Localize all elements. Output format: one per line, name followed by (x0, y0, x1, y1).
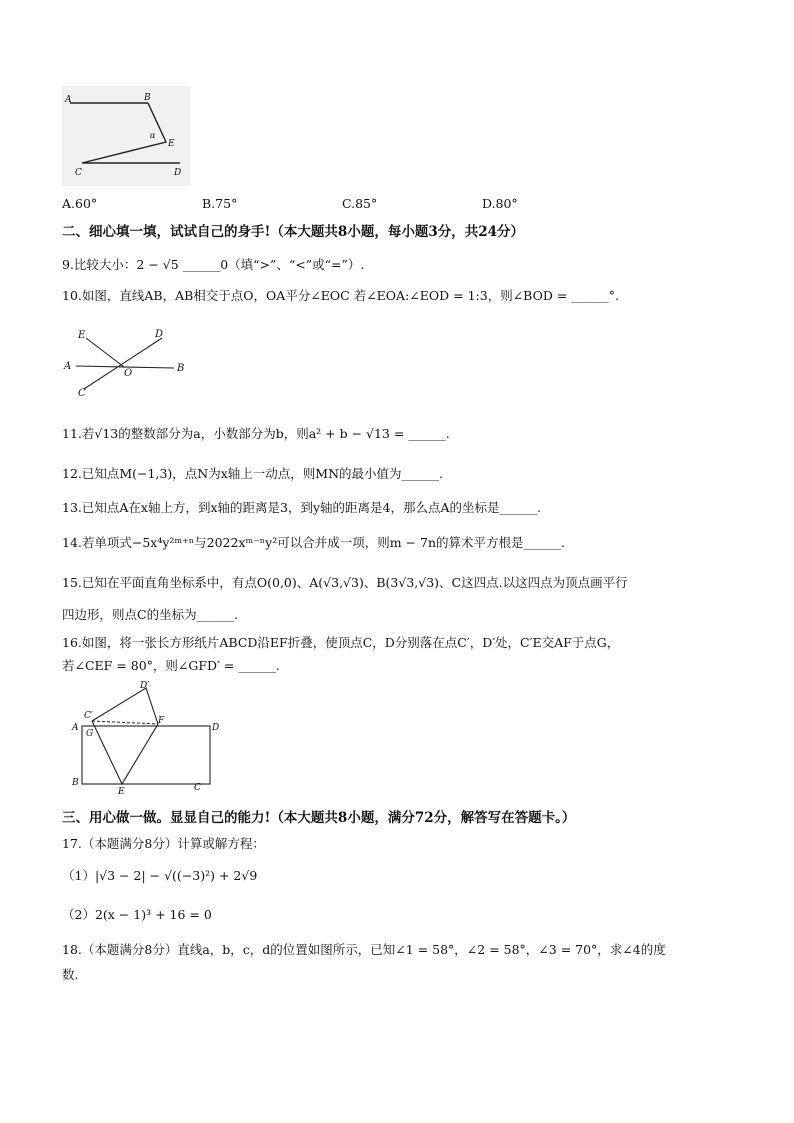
question-16-line-1: 16.如图，将一张长方形纸片ABCD沿EF折叠，使顶点C，D分别落在点C′，D′处，C′E交AF于点G， (62, 635, 620, 650)
label-C-prime: C′ (84, 711, 93, 721)
label-G: G (86, 729, 94, 739)
option-b: B.75° (202, 196, 238, 211)
question-16-line-2: 若∠CEF = 80°，则∠GFD′ = ______. (62, 658, 280, 673)
label-B: B (144, 93, 151, 103)
label-B: B (72, 778, 79, 788)
figure-q8 (62, 86, 190, 186)
section-3-header: 三、用心做一做。显显自己的能力!（本大题共8小题，满分72分，解答写在答题卡。） (62, 810, 576, 826)
question-11: 11.若√13的整数部分为a，小数部分为b，则a² + b − √13 = ______. (62, 426, 450, 441)
label-E: E (118, 787, 125, 797)
question-18-line-2: 数. (62, 967, 79, 982)
label-B: B (177, 363, 185, 374)
label-A: A (72, 723, 79, 733)
question-17-title: 17.（本题满分8分）计算或解方程： (62, 836, 265, 851)
label-C: C (78, 388, 86, 399)
label-E: E (168, 139, 175, 149)
question-17-part-1: （1）|√3 − 2| − √((−3)²) + 2√9 (62, 868, 258, 883)
label-C: C (194, 783, 201, 793)
section-2-header: 二、细心填一填，试试自己的身手!（本大题共8小题，每小题3分，共24分） (62, 224, 524, 240)
question-15-line-2: 四边形，则点C的坐标为______. (62, 607, 239, 622)
option-d: D.80° (482, 196, 518, 211)
question-9: 9.比较大小：2 − √5 ______0（填“>”、“<”或“=”）. (62, 257, 365, 272)
label-D: D (174, 168, 182, 178)
label-D: D (212, 723, 220, 733)
question-18-line-1: 18.（本题满分8分）直线a，b，c，d的位置如图所示，已知∠1 = 58°，∠2 = 58°，∠3 = 70°，求∠4的度 (62, 942, 666, 957)
question-15-line-1: 15.已知在平面直角坐标系中，有点O(0,0)、A(√3,√3)、B(3√3,√3)、C这四点.以这四点为顶点画平行 (62, 575, 628, 590)
question-12: 12.已知点M(−1,3)，点N为x轴上一动点，则MN的最小值为______. (62, 466, 443, 481)
label-D-prime: D′ (140, 681, 150, 691)
label-A: A (65, 95, 72, 105)
figure-q10 (62, 326, 192, 398)
label-C: C (75, 168, 82, 178)
question-10: 10.如图，直线AB，AB相交于点O，OA平分∠EOC 若∠EOA:∠EOD = 1:3，则∠BOD = ______°. (62, 288, 620, 303)
question-14: 14.若单项式−5x⁴y²ᵐ⁺ⁿ与2022xᵐ⁻ⁿy²可以合并成一项，则m − 7n的算术平方根是______. (62, 535, 565, 550)
label-O: O (124, 368, 133, 379)
label-A: A (64, 361, 72, 372)
label-F: F (158, 716, 165, 726)
option-a: A.60° (62, 196, 98, 211)
question-13: 13.已知点A在x轴上方，到x轴的距离是3，到y轴的距离是4，那么点A的坐标是______. (62, 500, 541, 515)
figure-q16 (62, 678, 218, 796)
label-alpha: α (150, 131, 156, 140)
option-c: C.85° (342, 196, 378, 211)
label-E: E (78, 330, 86, 341)
question-17-part-2: （2）2(x − 1)³ + 16 = 0 (62, 907, 212, 922)
label-D: D (155, 329, 164, 340)
